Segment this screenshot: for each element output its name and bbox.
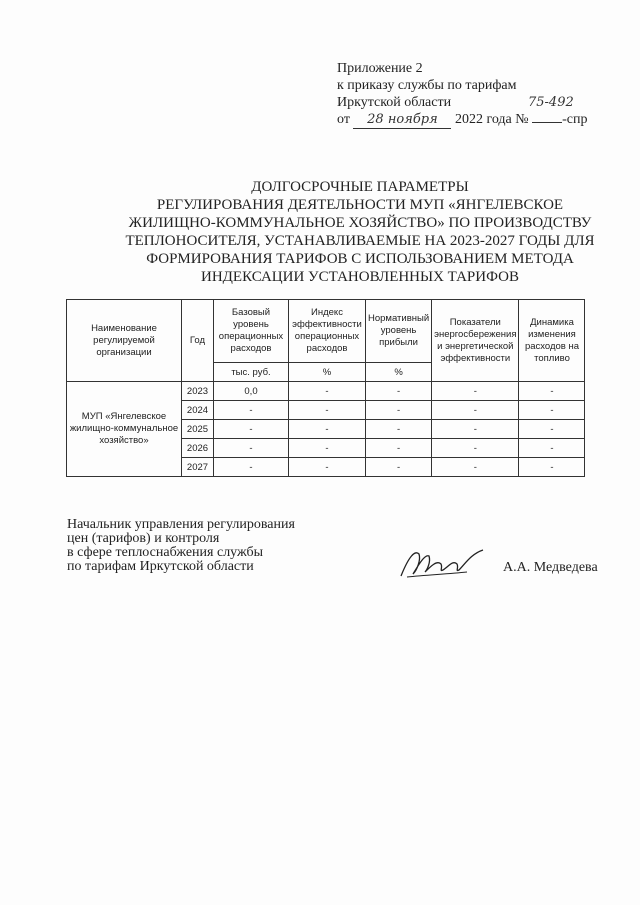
year-cell: 2025 <box>182 420 214 439</box>
year-cell: 2024 <box>182 401 214 420</box>
value-cell: - <box>366 382 432 401</box>
value-cell: - <box>519 420 585 439</box>
position-line: в сфере теплоснабжения службы <box>67 545 264 560</box>
title-line: ФОРМИРОВАНИЯ ТАРИФОВ С ИСПОЛЬЗОВАНИЕМ МЕТОДА <box>146 251 574 267</box>
table-row <box>67 382 585 401</box>
unit-cell: % <box>289 363 366 382</box>
year-cell: 2027 <box>182 458 214 477</box>
value-cell: - <box>519 401 585 420</box>
value-cell: - <box>519 439 585 458</box>
position-line: по тарифам Иркутской области <box>67 559 254 574</box>
value-cell: - <box>366 458 432 477</box>
title-line: ИНДЕКСАЦИИ УСТАНОВЛЕННЫХ ТАРИФОВ <box>201 269 519 285</box>
handwritten-signature <box>397 546 487 580</box>
header-fuel-dynamics: Динамика изменения расходов на топливо <box>519 300 585 382</box>
unit-cell: % <box>366 363 432 382</box>
value-cell: - <box>214 420 289 439</box>
value-cell: - <box>519 458 585 477</box>
value-cell: - <box>214 439 289 458</box>
value-cell: 0,0 <box>214 382 289 401</box>
header-organization: Наименование регулируемой организации <box>67 300 182 382</box>
handwritten-order-number: 75-492 <box>528 95 574 110</box>
value-cell: - <box>289 382 366 401</box>
title-line: ЖИЛИЩНО-КОММУНАЛЬНОЕ ХОЗЯЙСТВО» ПО ПРОИЗВОДСТВУ <box>128 215 592 231</box>
value-cell: - <box>519 382 585 401</box>
number-blank-line <box>532 122 562 123</box>
value-cell: - <box>289 401 366 420</box>
header-year: Год <box>182 300 214 382</box>
unit-cell: тыс. руб. <box>214 363 289 382</box>
appendix-line-2: к приказу службы по тарифам <box>337 78 517 93</box>
header-normative-profit: Нормативный уровень прибыли <box>366 300 432 363</box>
signatory-position <box>67 518 295 574</box>
appendix-header <box>337 60 588 129</box>
value-cell: - <box>366 420 432 439</box>
value-cell: - <box>214 401 289 420</box>
year-cell: 2023 <box>182 382 214 401</box>
header-energy-efficiency: Показатели энергосбережения и энергетической эффективности <box>432 300 519 382</box>
parameters-table <box>66 299 585 477</box>
table-header-row <box>67 300 585 363</box>
value-cell: - <box>366 401 432 420</box>
year-text: 2022 года № <box>454 112 529 127</box>
document-title <box>80 178 640 286</box>
handwritten-date: 28 ноября <box>353 111 451 129</box>
value-cell: - <box>432 420 519 439</box>
appendix-line-1: Приложение 2 <box>337 61 423 76</box>
number-suffix: -спр <box>562 112 588 127</box>
value-cell: - <box>366 439 432 458</box>
signer-name: А.А. Медведева <box>503 560 598 575</box>
value-cell: - <box>289 420 366 439</box>
value-cell: - <box>432 382 519 401</box>
organization-cell: МУП «Янгелевское жилищно-коммунальное хозяйство» <box>67 382 182 477</box>
header-base-opex: Базовый уровень операционных расходов <box>214 300 289 363</box>
value-cell: - <box>432 439 519 458</box>
header-efficiency-index: Индекс эффективности операционных расходов <box>289 300 366 363</box>
title-line: РЕГУЛИРОВАНИЯ ДЕЯТЕЛЬНОСТИ МУП «ЯНГЕЛЕВСКОЕ <box>156 197 564 213</box>
appendix-line-3: Иркутской области <box>337 95 452 110</box>
value-cell: - <box>289 439 366 458</box>
position-line: Начальник управления регулирования <box>67 517 295 532</box>
value-cell: - <box>432 401 519 420</box>
title-line: ТЕПЛОНОСИТЕЛЯ, УСТАНАВЛИВАЕМЫЕ НА 2023-2027 ГОДЫ ДЛЯ <box>125 233 595 249</box>
date-prefix: от <box>337 112 350 127</box>
position-line: цен (тарифов) и контроля <box>67 531 220 546</box>
value-cell: - <box>289 458 366 477</box>
title-line: ДОЛГОСРОЧНЫЕ ПАРАМЕТРЫ <box>251 179 469 195</box>
value-cell: - <box>214 458 289 477</box>
value-cell: - <box>432 458 519 477</box>
year-cell: 2026 <box>182 439 214 458</box>
